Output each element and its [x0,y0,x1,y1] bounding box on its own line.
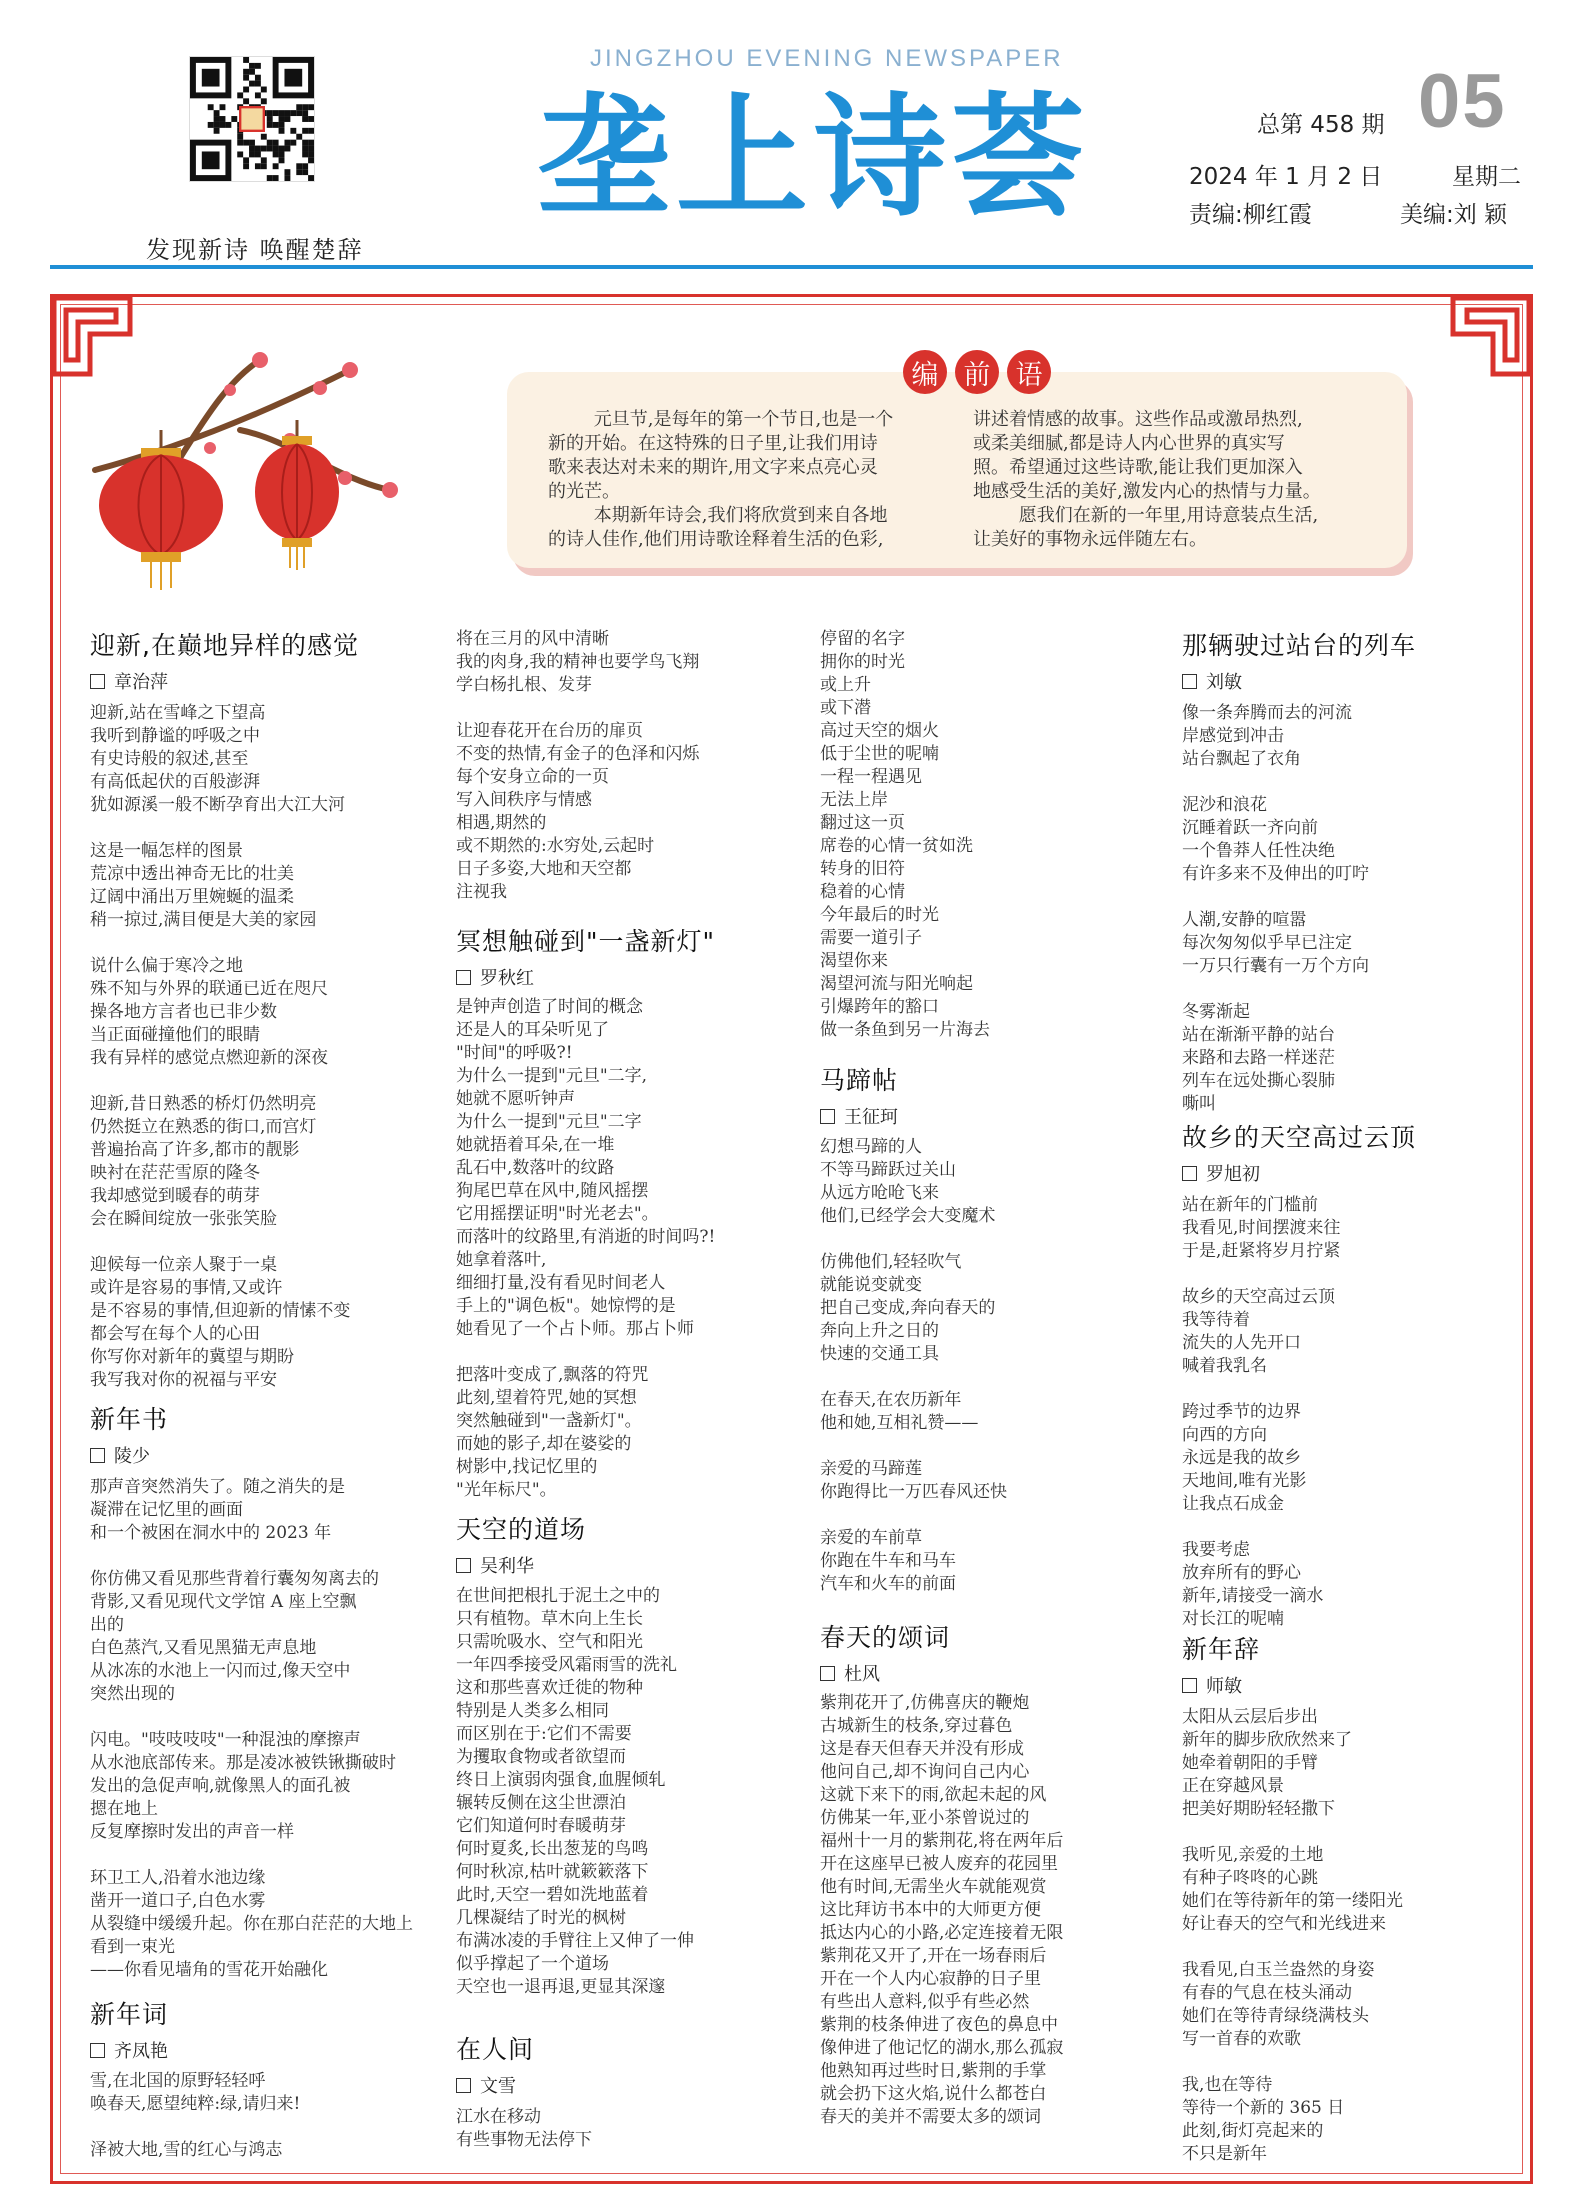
article-title: 新年词 [90,2000,169,2029]
preface-badge-char: 语 [1007,350,1051,394]
poem-body: 太阳从云层后步出 新年的脚步欣欣然来了 她牵着朝阳的手臂 正在穿越风景 把美好期盼轻轻撒下 我听见,亲爱的土地 有种子咚咚的心跳 她们在等待新年的第一缕阳光 好让春天的空气和光线进来 我看见,白玉兰盎然的身姿 有春的气息在枝头涌动 她们在等待青绿绕满枝头 写一首春的欢歌 我,也在等待 等待一个新的 365 日 此刻,街灯亮起来的 不只是新年 [1182,1707,1403,2164]
author-marker-icon [1182,674,1197,689]
author-name: 吴利华 [456,1552,534,1578]
qr-code-icon [190,57,314,181]
article-title: 春天的颂词 [820,1623,951,1652]
poem-body: 站在新年的门槛前 我看见,时间摆渡来往 于是,赶紧将岁月拧紧 故乡的天空高过云顶 我等待着 流失的人先开口 喊着我乳名 跨过季节的边界 向西的方向 永远是我的故乡 天地间,唯有光影 让我点石成金 我要考虑 放弃所有的野心 新年,请接受一滴水 对长江的呢喃 [1182,1195,1341,1629]
author-name: 罗秋红 [456,964,534,990]
poem-body: 雪,在北国的原野轻轻呼 唤春天,愿望纯粹:绿,请归来! 泽被大地,雪的红心与鸿志 [90,2071,301,2160]
author-name: 陵少 [90,1442,150,1468]
slogan: 发现新诗 唤醒楚辞 [146,236,364,264]
qr-code[interactable] [189,56,315,182]
english-name: JINGZHOU EVENING NEWSPAPER [590,45,1064,72]
author-name: 章治萍 [90,668,168,694]
poem-body: 是钟声创造了时间的概念 还是人的耳朵听见了 "时间"的呼吸?! 为什么一提到"元旦"二字, 她就不愿听钟声 为什么一提到"元旦"二字 她就捂着耳朵,在一堆 乱石中,数落叶的纹路 狗尾巴草在风中,随风摇摆 它用摇摆证明"时光老去"。 而落叶的纹路里,有消逝的时间吗?! 她拿着落叶, 细细打量,没有看见时间老人 手上的"调色板"。她惊愕的是 她看见了一个占卜师。那占卜师 把落叶变成了,飘落的符咒 此刻,望着符咒,她的冥想 突然触碰到"一盏新灯"。 而她的影子,却在婆娑的 树影中,找记忆里的 "光年标尺"。 [456,997,716,1500]
poem-body: 像一条奔腾而去的河流 岸感觉到冲击 站台飘起了衣角 泥沙和浪花 沉睡着跃一齐向前 一个鲁莽人任性决绝 有许多来不及伸出的叮咛 人潮,安静的喧嚣 每次匆匆似乎早已注定 一万只行囊有一万个方向 冬雾渐起 站在渐渐平静的站台 来路和去路一样迷茫 列车在远处撕心裂肺 嘶叫 [1182,703,1369,1114]
article-title: 故乡的天空高过云顶 [1182,1123,1417,1152]
article-title: 冥想触碰到"一盏新灯" [456,927,715,956]
poem-body-continued: 将在三月的风中清晰 我的肉身,我的精神也要学鸟飞翔 学白杨扎根、发芽 让迎春花开在台历的扉页 不变的热情,有金子的色泽和闪烁 每个安身立命的一页 写入间秩序与情感 相遇,期然的 或不期然的:水穷处,云起时 日子多姿,大地和天空都 注视我 [456,629,700,902]
poem-body: 紫荆花开了,仿佛喜庆的鞭炮 古城新生的枝条,穿过暮色 这是春天但春天并没有形成 他问自己,却不询问自己内心 这就下来下的雨,欲起未起的风 仿佛某一年,亚小茶曾说过的 福州十一月的紫荆花,将在两年后 开在这座早已被人废弃的花园里 他有时间,无需坐火车就能观赏 这比拜访书本中的大师更方便 抵达内心的小路,必定连接着无限 紫荆花又开了,开在一场春雨后 开在一个人内心寂静的日子里 有些出人意料,似乎有些必然 紫荆的枝条伸进了夜色的鼻息中 像伸进了他记忆的湖水,那么孤寂 他熟知再过些时日,紫荆的手掌 就会扔下这火焰,说什么都苍白 春天的美并不需要太多的颂词 [820,1693,1064,2127]
artist-credit: 美编:刘 颖 [1400,202,1508,228]
article-title: 在人间 [456,2035,535,2064]
red-lantern-right [252,420,342,570]
poem-body-continued: 停留的名字 拥你的时光 或上升 或下潜 高过天空的烟火 低于尘世的呢喃 一程一程遇见 无法上岸 翻过这一页 席卷的心情一贫如洗 转身的旧符 稳着的心情 今年最后的时光 需要一道引子 渴望你来 渴望河流与阳光响起 引爆跨年的豁口 做一条鱼到另一片海去 [820,629,990,1040]
poem-body: 迎新,站在雪峰之下望高 我听到静谧的呼吸之中 有史诗般的叙述,甚至 有高低起伏的百般澎湃 犹如源溪一般不断孕育出大江大河 这是一幅怎样的图景 荒凉中透出神奇无比的壮美 辽阔中涌出万里婉蜒的温柔 稍一掠过,满目便是大美的家园 说什么偏于寒冷之地 殊不知与外界的联通已近在咫尺 操各地方言者也已非少数 当正面碰撞他们的眼睛 我有异样的感觉点燃迎新的深夜 迎新,昔日熟悉的桥灯仍然明亮 仍然挺立在熟悉的街口,而宫灯 普遍抬高了许多,都市的靓影 映衬在茫茫雪原的隆冬 我却感觉到暖春的萌芽 会在瞬间绽放一张张笑脸 迎候每一位亲人聚于一桌 或许是容易的事情,又或许 是不容易的事情,但迎新的情愫不变 都会写在每个人的心田 你写你对新年的冀望与期盼 我写我对你的祝福与平安 [90,703,351,1390]
author-marker-icon [90,674,105,689]
article-title: 马蹄帖 [820,1066,899,1095]
article-title: 天空的道场 [456,1515,587,1544]
preface-text-right: 讲述着情感的故事。这些作品或激昂热烈, 或柔美细腻,都是诗人内心世界的真实写 照。希望通过这些诗歌,能让我们更加深入 地感受生活的美好,激发内心的热情与力量。 愿我们在新的一年里,用诗意装点生活, 让美好的事物永远伴随左右。 [973,409,1321,550]
author-marker-icon [820,1109,835,1124]
author-name: 杜风 [820,1660,880,1686]
page-title: 垄上诗荟 [538,81,1090,235]
poem-body: 幻想马蹄的人 不等马蹄跃过关山 从远方呛呛飞来 他们,已经学会大变魔术 仿佛他们,轻轻吹气 就能说变就变 把自己变成,奔向春天的 奔向上升之日的 快速的交通工具 在春天,在农历新年 他和她,互相礼赞—— 亲爱的马蹄莲 你跑得比一万匹春风还快 亲爱的车前草 你跑在牛车和马车 汽车和火车的前面 [820,1137,1007,1594]
header-divider [50,265,1533,269]
preface-badge-char: 编 [903,350,947,394]
weekday: 星期二 [1452,164,1521,190]
preface-badge-char: 前 [955,350,999,394]
author-marker-icon [456,2078,471,2093]
issue-date: 2024 年 1 月 2 日 [1189,164,1383,190]
corner-ornament-top-right [1443,294,1533,384]
page-number: 05 [1418,59,1507,144]
preface-text-left: 元旦节,是每年的第一个节日,也是一个 新的开始。在这特殊的日子里,让我们用诗 歌来表达对未来的期许,用文字来点亮心灵 的光芒。 本期新年诗会,我们将欣赏到来自各地 的诗人佳作,他们用诗歌诠释着生活的色彩, [548,409,894,550]
author-name: 刘敏 [1182,668,1242,694]
author-marker-icon [820,1666,835,1681]
article-title: 那辆驶过站台的列车 [1182,631,1417,660]
author-name: 王征珂 [820,1103,898,1129]
author-marker-icon [1182,1678,1197,1693]
author-marker-icon [1182,1166,1197,1181]
author-name: 师敏 [1182,1672,1242,1698]
author-marker-icon [90,1448,105,1463]
article-title: 新年辞 [1182,1635,1261,1664]
author-marker-icon [456,970,471,985]
author-marker-icon [90,2043,105,2058]
poem-body: 那声音突然消失了。随之消失的是 凝滞在记忆里的画面 和一个被困在洞水中的 2023 年 你仿佛又看见那些背着行囊匆匆离去的 背影,又看见现代文学馆 A 座上空飘 出的 白色蒸汽,又看见黑猫无声息地 从冰冻的水池上一闪而过,像天空中 突然出现的 闪电。"吱吱吱吱"一种混浊的摩擦声 从水池底部传来。那是凌冰被铁锹撕破时 发出的急促声响,就像黑人的面孔被 摁在地上 反复摩擦时发出的声音一样 环卫工人,沿着水池边缘 凿开一道口子,白色水雾 从裂缝中缓缓升起。你在那白茫茫的大地上 看到一束光 ——你看见墙角的雪花开始融化 [90,1477,413,1980]
poem-body: 江水在移动 有些事物无法停下 [456,2107,592,2150]
article-title: 新年书 [90,1405,169,1434]
author-name: 齐凤艳 [90,2037,168,2063]
editor-credit: 责编:柳红霞 [1189,202,1312,228]
author-name: 文雪 [456,2072,516,2098]
author-marker-icon [456,1558,471,1573]
poem-body: 在世间把根扎于泥土之中的 只有植物。草木向上生长 只需吮吸水、空气和阳光 一年四季接受风霜雨雪的洗礼 这和那些喜欢迁徙的物种 特别是人类多么相同 而区别在于:它们不需要 为攫取食物或者欲望而 终日上演弱肉强食,血腥倾轧 辗转反侧在这尘世漂泊 它们知道何时春暖萌芽 何时夏炙,长出葱茏的鸟鸣 何时秋凉,枯叶就簌簌落下 此时,天空一碧如洗地蓝着 几棵凝结了时光的枫树 布满冰凌的手臂往上又伸了一伸 似乎撑起了一个道场 天空也一退再退,更显其深邃 [456,1586,694,1997]
red-lantern-left [96,430,226,590]
author-name: 罗旭初 [1182,1160,1260,1186]
issue-label: 总第 458 期 [1257,112,1385,138]
article-title: 迎新,在巅地异样的感觉 [90,631,359,660]
